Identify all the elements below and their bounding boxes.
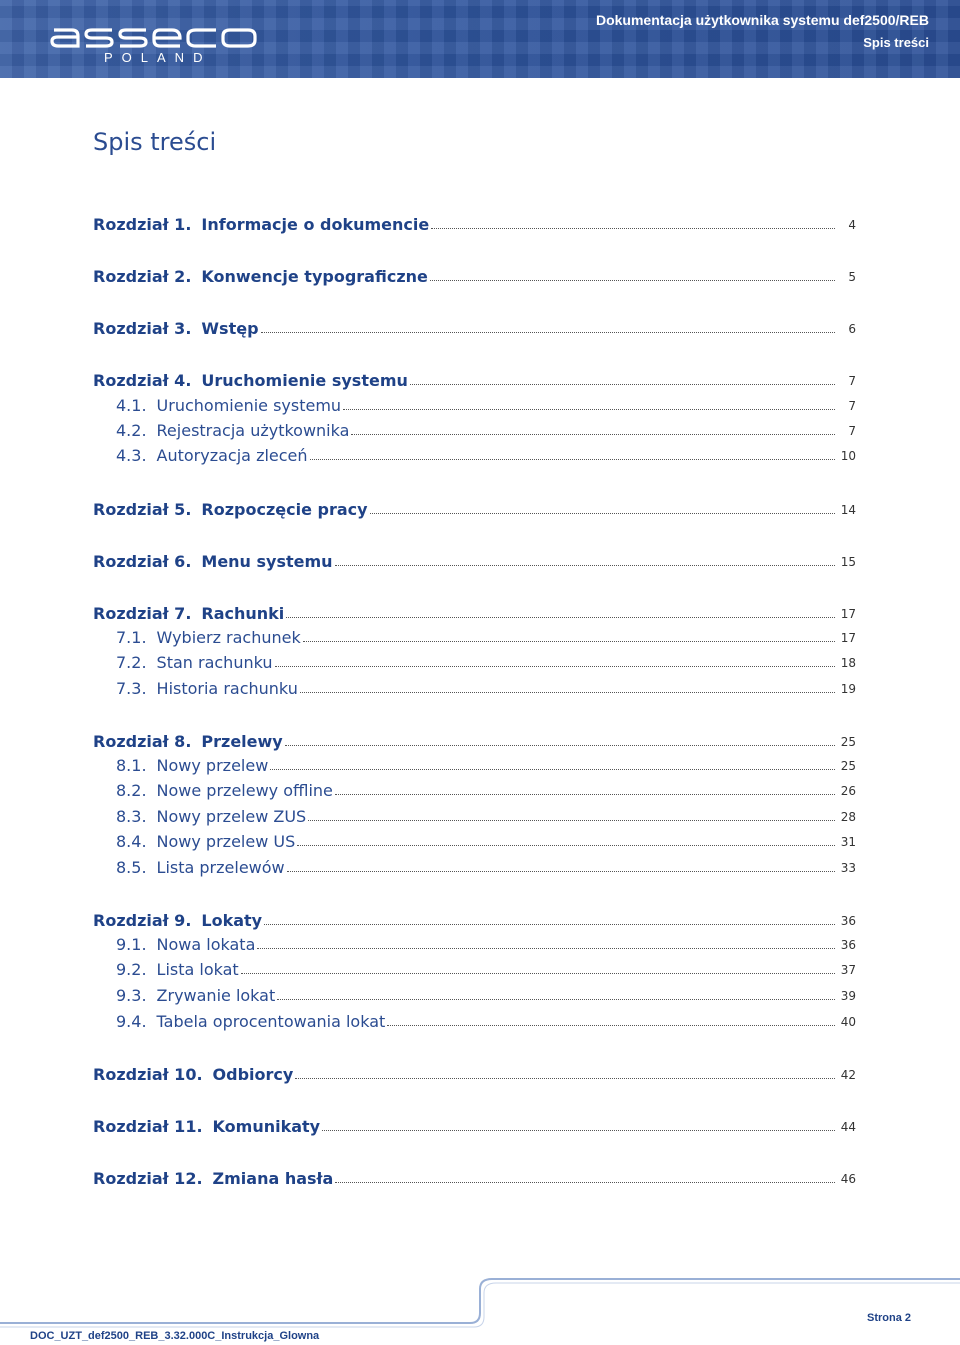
toc-entry-title: Komunikaty (212, 1117, 321, 1136)
toc-entry-number: Rozdział 1. (93, 215, 192, 234)
toc-dot-leader (241, 972, 835, 974)
toc-entry-page: 4 (848, 218, 856, 232)
footer-page-number: Strona 2 (866, 1312, 911, 1324)
toc-section-entry[interactable] (116, 678, 856, 698)
page-title: Spis treści (93, 128, 217, 156)
asseco-logo (50, 22, 260, 52)
toc-entry-title: Lista przelewów (156, 858, 285, 877)
toc-section-entry[interactable] (116, 857, 856, 877)
toc-entry-title: Nowa lokata (156, 935, 256, 954)
toc-entry-page: 28 (840, 810, 856, 824)
toc-entry-number: Rozdział 9. (93, 911, 192, 930)
toc-entry-number: 7.1. (116, 628, 147, 647)
section-name: Spis treści (863, 35, 929, 50)
toc-dot-leader (335, 793, 835, 795)
toc-dot-leader (335, 564, 835, 566)
toc-section-entry[interactable] (116, 395, 856, 415)
toc-entry-page: 19 (840, 682, 856, 696)
toc-dot-leader (261, 331, 835, 333)
toc-entry-number: Rozdział 10. (93, 1065, 203, 1084)
toc-entry-page: 39 (840, 989, 856, 1003)
toc-dot-leader (430, 279, 835, 281)
toc-dot-leader (310, 458, 835, 460)
toc-chapter-entry[interactable] (93, 1168, 856, 1188)
toc-entry-page: 7 (848, 399, 856, 413)
toc-section-entry[interactable] (116, 959, 856, 979)
toc-entry-number: 4.2. (116, 421, 147, 440)
toc-entry-title: Zrywanie lokat (156, 986, 276, 1005)
toc-section-entry[interactable] (116, 985, 856, 1005)
toc-dot-leader (387, 1024, 835, 1026)
toc-entry-page: 36 (840, 938, 856, 952)
toc-section-entry[interactable] (116, 420, 856, 440)
toc-entry-page: 44 (840, 1120, 856, 1134)
toc-entry-number: Rozdział 6. (93, 552, 192, 571)
toc-entry-page: 18 (840, 656, 856, 670)
toc-entry-page: 6 (848, 322, 856, 336)
toc-entry-title: Lokaty (201, 911, 263, 930)
toc-chapter-entry[interactable] (93, 499, 856, 519)
toc-entry-title: Rozpoczęcie pracy (201, 500, 368, 519)
toc-dot-leader (308, 819, 835, 821)
toc-section-entry[interactable] (116, 780, 856, 800)
toc-entry-page: 40 (840, 1015, 856, 1029)
toc-entry-number: Rozdział 8. (93, 732, 192, 751)
toc-dot-leader (257, 947, 835, 949)
toc-entry-page: 25 (840, 735, 856, 749)
toc-entry-title: Autoryzacja zleceń (156, 446, 308, 465)
toc-entry-title: Menu systemu (201, 552, 333, 571)
toc-entry-title: Nowy przelew ZUS (156, 807, 307, 826)
toc-entry-number: 4.1. (116, 396, 147, 415)
toc-dot-leader (370, 512, 835, 514)
toc-dot-leader (285, 744, 835, 746)
toc-entry-title: Wstęp (201, 319, 259, 338)
toc-entry-number: 9.4. (116, 1012, 147, 1031)
toc-entry-title: Odbiorcy (212, 1065, 294, 1084)
toc-entry-title: Nowe przelewy offline (156, 781, 333, 800)
toc-entry-page: 42 (840, 1068, 856, 1082)
toc-entry-title: Nowy przelew US (156, 832, 296, 851)
asseco-logo-wordmark (50, 22, 260, 48)
toc-entry-number: 9.1. (116, 935, 147, 954)
toc-dot-leader (295, 1077, 835, 1079)
toc-entry-title: Konwencje typograficzne (201, 267, 428, 286)
toc-dot-leader (264, 923, 835, 925)
toc-entry-title: Tabela oprocentowania lokat (156, 1012, 386, 1031)
toc-entry-page: 31 (840, 835, 856, 849)
toc-dot-leader (277, 998, 835, 1000)
toc-entry-number: 7.3. (116, 679, 147, 698)
toc-entry-number: Rozdział 12. (93, 1169, 203, 1188)
document-title: Dokumentacja użytkownika systemu def2500/REB (595, 12, 929, 28)
toc-entry-title: Rachunki (201, 604, 285, 623)
toc-chapter-entry[interactable] (93, 214, 856, 234)
toc-entry-number: 8.3. (116, 807, 147, 826)
toc-section-entry[interactable] (116, 445, 856, 465)
toc-section-entry[interactable] (116, 806, 856, 826)
toc-entry-page: 7 (848, 374, 856, 388)
toc-entry-page: 36 (840, 914, 856, 928)
toc-entry-number: Rozdział 2. (93, 267, 192, 286)
toc-entry-number: 8.1. (116, 756, 147, 775)
toc-entry-page: 14 (840, 503, 856, 517)
toc-section-entry[interactable] (116, 627, 856, 647)
toc-entry-title: Nowy przelew (156, 756, 269, 775)
toc-entry-page: 26 (840, 784, 856, 798)
toc-entry-page: 46 (840, 1172, 856, 1186)
toc-chapter-entry[interactable] (93, 1116, 856, 1136)
toc-entry-number: 8.2. (116, 781, 147, 800)
toc-entry-number: 8.5. (116, 858, 147, 877)
toc-entry-title: Historia rachunku (156, 679, 298, 698)
toc-dot-leader (300, 691, 835, 693)
toc-entry-number: Rozdział 5. (93, 500, 192, 519)
toc-entry-number: Rozdział 7. (93, 604, 192, 623)
toc-entry-number: 9.3. (116, 986, 147, 1005)
toc-chapter-entry[interactable] (93, 910, 856, 930)
toc-dot-leader (343, 408, 835, 410)
toc-entry-number: 8.4. (116, 832, 147, 851)
toc-entry-page: 33 (840, 861, 856, 875)
toc-entry-page: 7 (848, 424, 856, 438)
toc-entry-title: Stan rachunku (156, 653, 273, 672)
toc-dot-leader (351, 433, 835, 435)
toc-entry-page: 15 (840, 555, 856, 569)
toc-entry-number: Rozdział 4. (93, 371, 192, 390)
toc-chapter-entry[interactable] (93, 1064, 856, 1084)
toc-entry-title: Uruchomienie systemu (156, 396, 342, 415)
toc-dot-leader (322, 1129, 835, 1131)
toc-entry-page: 25 (840, 759, 856, 773)
toc-entry-title: Uruchomienie systemu (201, 371, 408, 390)
toc-dot-leader (431, 227, 835, 229)
toc-entry-number: 4.3. (116, 446, 147, 465)
footer-decoration (0, 1275, 960, 1335)
toc-chapter-entry[interactable] (93, 603, 856, 623)
toc-dot-leader (335, 1181, 835, 1183)
page-header (0, 0, 960, 78)
toc-entry-title: Rejestracja użytkownika (156, 421, 350, 440)
toc-section-entry[interactable] (116, 652, 856, 672)
toc-entry-page: 17 (840, 631, 856, 645)
toc-entry-title: Informacje o dokumencie (201, 215, 430, 234)
toc-entry-number: 9.2. (116, 960, 147, 979)
toc-dot-leader (410, 383, 835, 385)
toc-chapter-entry[interactable] (93, 731, 856, 751)
toc-dot-leader (286, 616, 835, 618)
toc-chapter-entry[interactable] (93, 266, 856, 286)
toc-chapter-entry[interactable] (93, 551, 856, 571)
toc-entry-page: 37 (840, 963, 856, 977)
toc-dot-leader (297, 844, 835, 846)
logo-subtitle: POLAND (104, 50, 212, 65)
footer-document-id: DOC_UZT_def2500_REB_3.32.000C_Instrukcja_Glowna (30, 1330, 320, 1342)
toc-chapter-entry[interactable] (93, 318, 856, 338)
toc-entry-title: Lista lokat (156, 960, 239, 979)
toc-entry-number: Rozdział 11. (93, 1117, 203, 1136)
toc-dot-leader (270, 768, 835, 770)
toc-entry-page: 17 (840, 607, 856, 621)
toc-section-entry[interactable] (116, 1011, 856, 1031)
toc-entry-page: 5 (848, 270, 856, 284)
toc-entry-number: Rozdział 3. (93, 319, 192, 338)
toc-entry-page: 10 (840, 449, 856, 463)
toc-entry-title: Zmiana hasła (212, 1169, 334, 1188)
toc-dot-leader (275, 665, 835, 667)
toc-section-entry[interactable] (116, 755, 856, 775)
toc-section-entry[interactable] (116, 831, 856, 851)
toc-section-entry[interactable] (116, 934, 856, 954)
toc-entry-title: Wybierz rachunek (156, 628, 301, 647)
toc-entry-number: 7.2. (116, 653, 147, 672)
toc-chapter-entry[interactable] (93, 370, 856, 390)
toc-entry-title: Przelewy (201, 732, 283, 751)
toc-dot-leader (287, 870, 835, 872)
toc-dot-leader (303, 640, 835, 642)
